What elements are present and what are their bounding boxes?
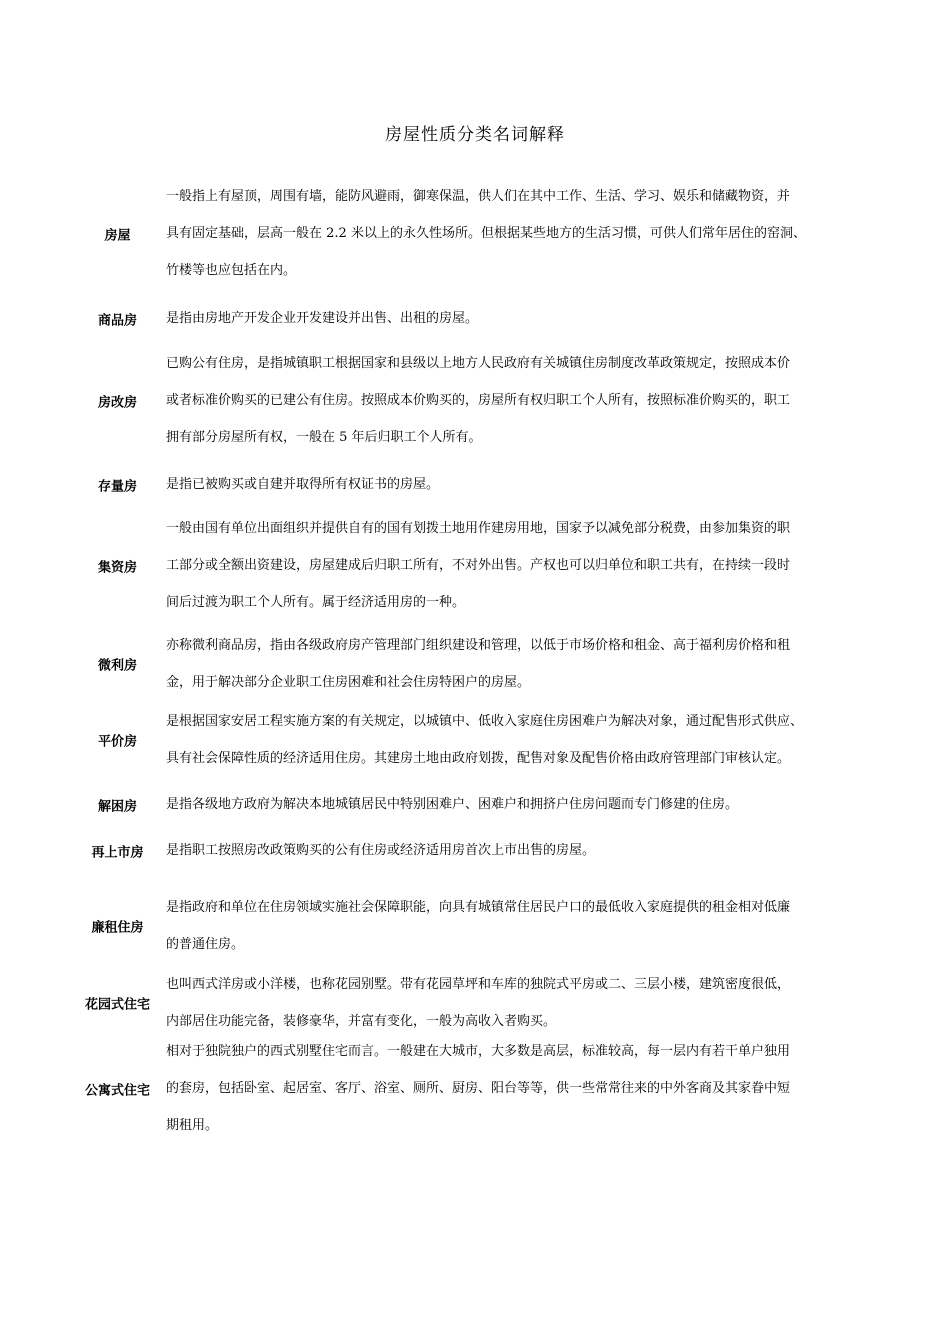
definition-line: 是指各级地方政府为解决本地城镇居民中特别困难户、困难户和拥挤户住房问题而专门修建的住房。 xyxy=(166,797,739,812)
definition-line: 或者标准价购买的已建公有住房。按照成本价购买的，房屋所有权归职工个人所有，按照标准价购买的，职工 xyxy=(166,393,791,408)
definition-line: 具有固定基础，层高一般在 2.2 米以上的永久性场所。但根据某些地方的生活习惯，可供人们常年居住的窑洞、 xyxy=(166,226,806,241)
definition-line: 是指已被购买或自建并取得所有权证书的房屋。 xyxy=(166,477,440,492)
definition-line: 是指职工按照房改政策购买的公有住房或经济适用房首次上市出售的房屋。 xyxy=(166,843,596,858)
definition-line: 的套房，包括卧室、起居室、客厅、浴室、厕所、厨房、阳台等等，供一些常常往来的中外客商及其家眷中短 xyxy=(166,1081,791,1096)
term-definition xyxy=(166,889,862,963)
definition-line: 的普通住房。 xyxy=(166,937,245,952)
definition-line: 拥有部分房屋所有权，一般在 5 年后归职工个人所有。 xyxy=(166,430,482,445)
definition-line: 工部分或全额出资建设，房屋建成后归职工所有，不对外出售。产权也可以归单位和职工共有，在持续一段时 xyxy=(166,558,791,573)
definition-line: 间后过渡为职工个人所有。属于经济适用房的一种。 xyxy=(166,595,466,610)
term-label: 再上市房 xyxy=(91,845,144,860)
definition-line: 金，用于解决部分企业职工住房困难和社会住房特困户的房屋。 xyxy=(166,675,531,690)
term-definition xyxy=(166,703,862,777)
definition-line: 一般由国有单位出面组织并提供自有的国有划拨土地用作建房用地，国家予以减免部分税费，由参加集资的职 xyxy=(166,521,791,536)
term-label: 存量房 xyxy=(97,479,137,494)
definition-line: 具有社会保障性质的经济适用住房。其建房土地由政府划拨，配售对象及配售价格由政府管理部门审核认定。 xyxy=(166,751,791,766)
term-label: 公寓式住宅 xyxy=(84,1083,150,1098)
term-definition xyxy=(166,832,862,869)
term-definition xyxy=(166,510,862,621)
term-definition xyxy=(166,966,862,1040)
definition-line: 已购公有住房，是指城镇职工根据国家和县级以上地方人民政府有关城镇住房制度改革政策规定，按照成本价 xyxy=(166,356,791,371)
definition-line: 也叫西式洋房或小洋楼，也称花园别墅。带有花园草坪和车库的独院式平房或二、三层小楼，建筑密度很低， xyxy=(166,977,791,992)
term-label: 微利房 xyxy=(97,658,137,674)
definition-line: 竹楼等也应包括在内。 xyxy=(166,263,297,278)
term-definition xyxy=(166,1033,862,1144)
term-definition xyxy=(166,300,862,337)
term-label: 集资房 xyxy=(97,560,137,575)
page-title: 房屋性质分类名词解释 xyxy=(385,125,565,145)
term-definition xyxy=(166,345,862,456)
term-label: 廉租住房 xyxy=(91,920,144,936)
term-definition xyxy=(166,786,862,823)
definition-line: 一般指上有屋顶，周围有墙，能防风避雨，御寒保温，供人们在其中工作、生活、学习、娱乐和储藏物资，并 xyxy=(166,189,791,204)
definition-line: 内部居住功能完备，装修豪华，并富有变化，一般为高收入者购买。 xyxy=(166,1014,557,1029)
term-definition xyxy=(166,466,862,503)
definition-line: 相对于独院独户的西式别墅住宅而言。一般建在大城市，大多数是高层，标准较高，每一层内有若干单户独用 xyxy=(166,1044,791,1059)
term-definition xyxy=(166,178,862,289)
term-label: 房屋 xyxy=(104,228,131,243)
term-label: 房改房 xyxy=(97,395,137,410)
term-label: 平价房 xyxy=(97,734,137,750)
term-label: 解困房 xyxy=(97,799,137,814)
term-definition xyxy=(166,627,862,701)
term-label: 花园式住宅 xyxy=(84,997,150,1013)
definition-line: 是根据国家安居工程实施方案的有关规定，以城镇中、低收入家庭住房困难户为解决对象，通过配售形式供应、 xyxy=(166,714,804,729)
definition-line: 是指政府和单位在住房领域实施社会保障职能，向具有城镇常住居民户口的最低收入家庭提供的租金相对低廉 xyxy=(166,900,791,915)
definition-line: 是指由房地产开发企业开发建设并出售、出租的房屋。 xyxy=(166,311,479,326)
definition-line: 亦称微利商品房，指由各级政府房产管理部门组织建设和管理，以低于市场价格和租金、高于福利房价格和租 xyxy=(166,638,791,653)
term-label: 商品房 xyxy=(97,313,137,328)
definition-line: 期租用。 xyxy=(166,1118,219,1133)
